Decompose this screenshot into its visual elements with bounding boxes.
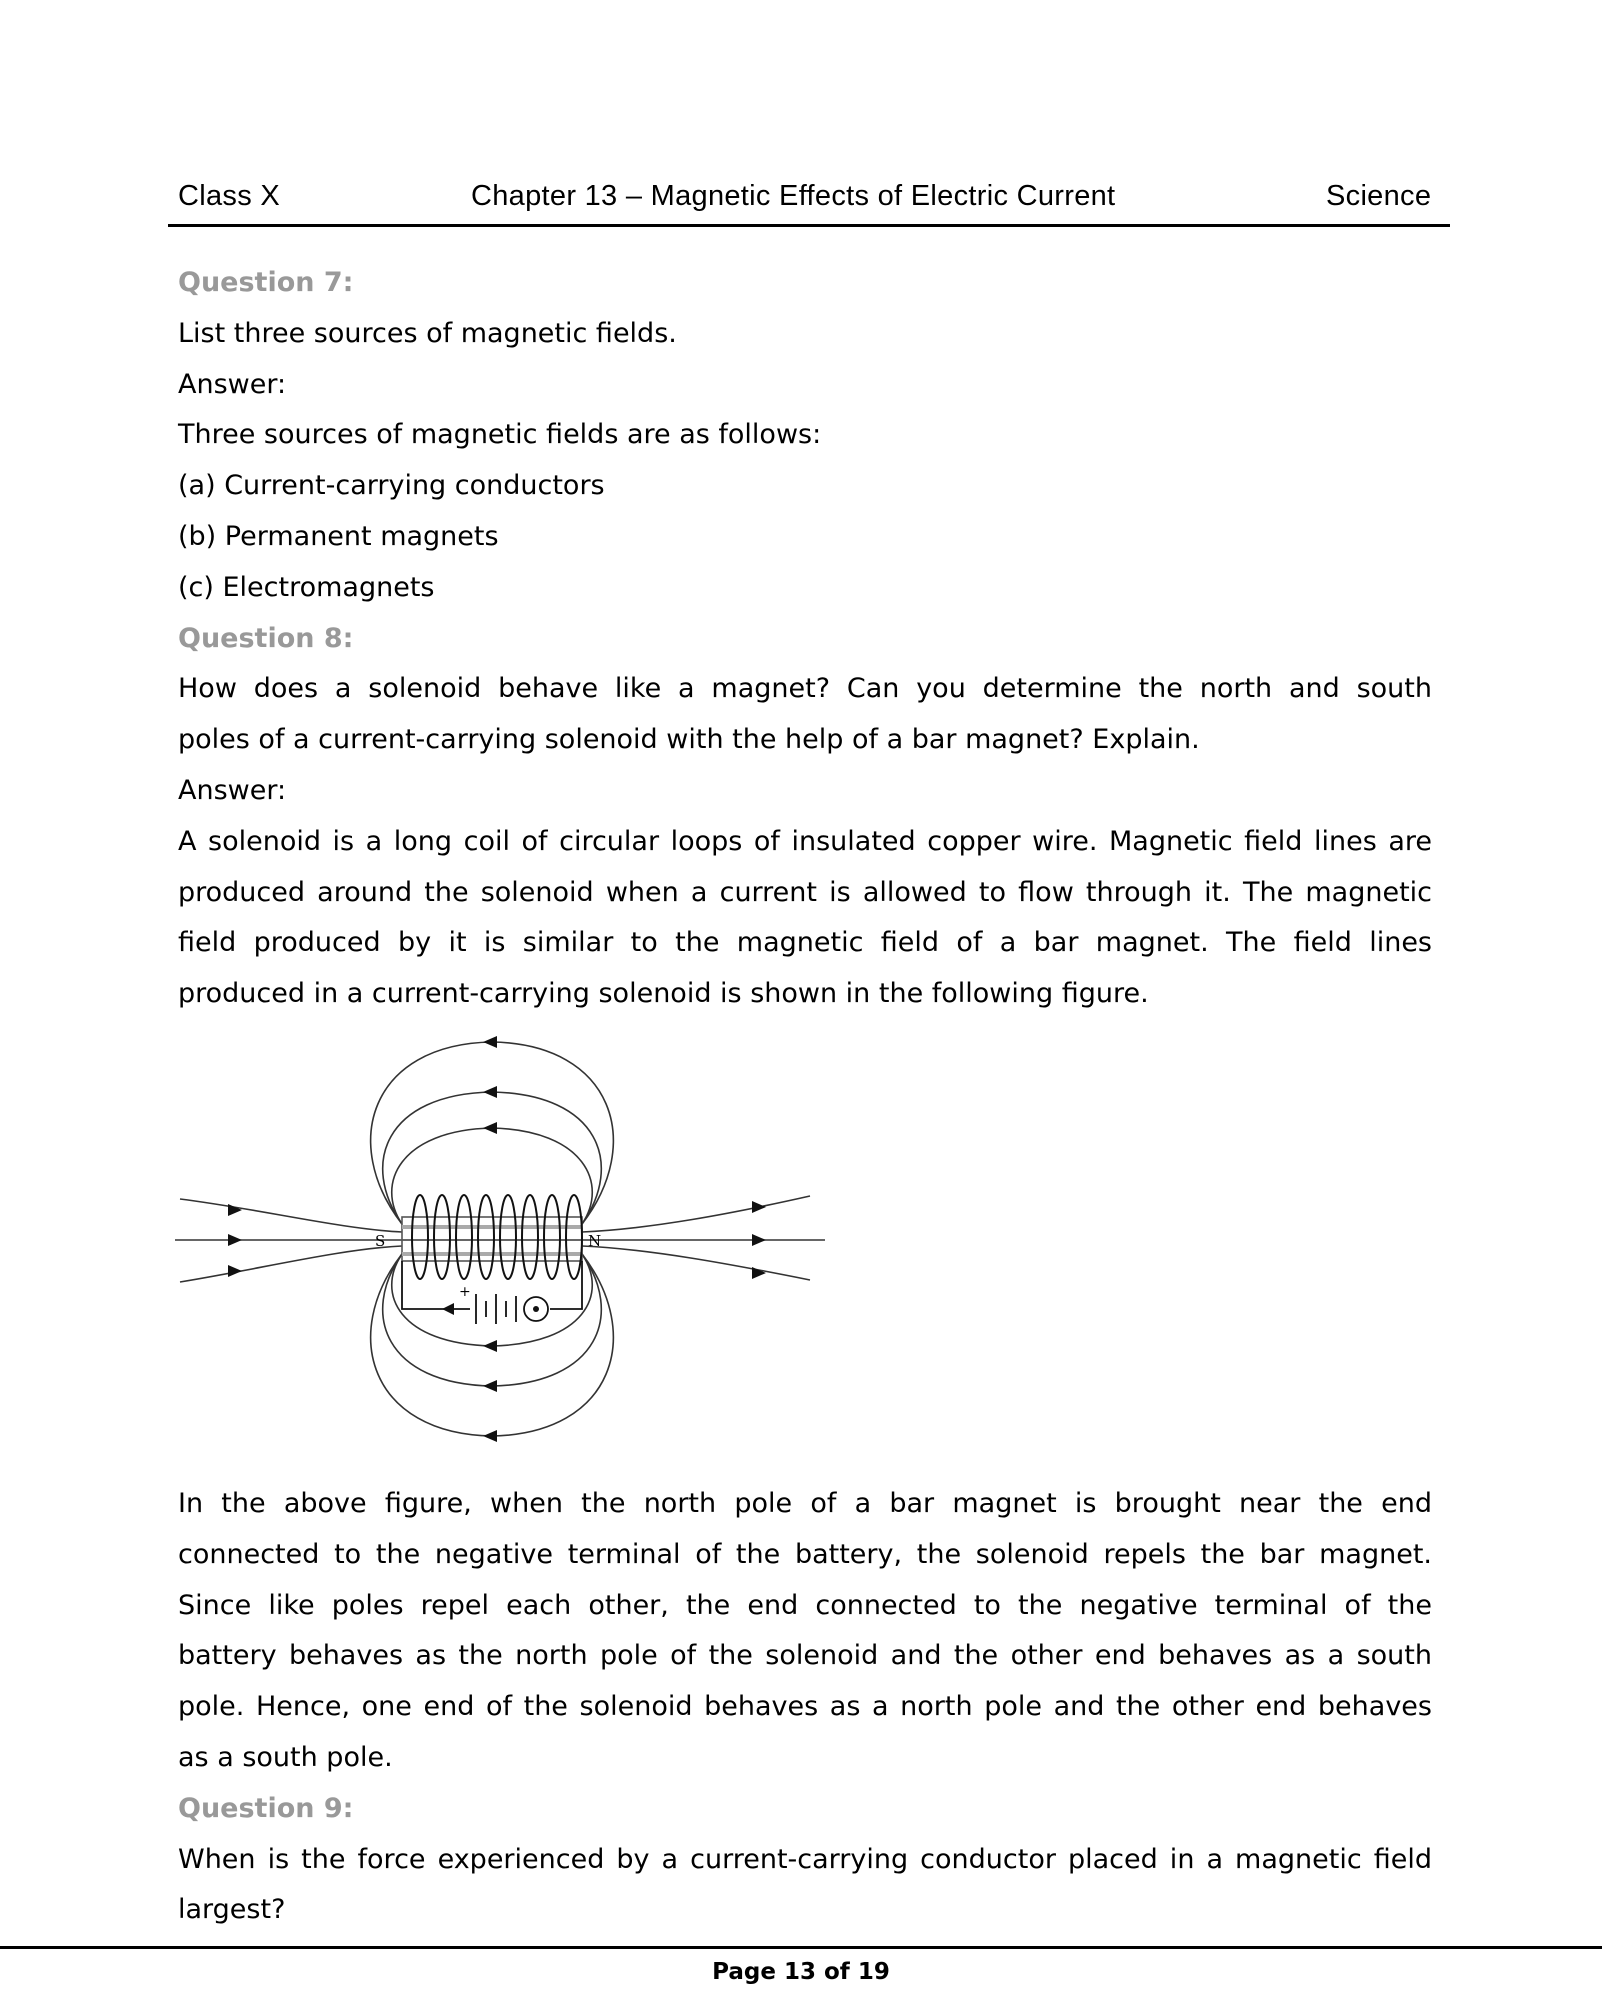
header-class: Class X [178,180,281,212]
list-item: (c) Electromagnets [178,571,435,603]
question-8-line: poles of a current-carrying solenoid with the help of a bar magnet? Explain. [178,724,1200,756]
answer-label: Answer: [178,774,287,806]
answer-intro: Three sources of magnetic fields are as follows: [178,419,822,451]
answer-line: pole. Hence, one end of the solenoid behaves as a north pole and the other end behaves [178,1691,1432,1723]
header-rule [168,224,1450,227]
answer-label: Answer: [178,368,287,400]
question-7-label: Question 7: [178,267,354,298]
question-9-line: largest? [178,1894,286,1926]
list-item: (a) Current-carrying conductors [178,470,605,502]
question-8-label: Question 8: [178,622,354,654]
answer-line: In the above figure, when the north pole of a bar magnet is brought near the end [178,1487,1432,1519]
answer-line: battery behaves as the north pole of the solenoid and the other end behaves as a south [178,1640,1432,1672]
solenoid-field-figure [178,1024,1432,1479]
header-subject: Science [1326,180,1432,212]
answer-line: as a south pole. [178,1741,393,1773]
page-number: Page 13 of 19 [712,1959,890,1985]
list-item: (b) Permanent magnets [178,520,499,552]
footer-rule [0,1946,1602,1949]
question-8-line: How does a solenoid behave like a magnet? Can you determine the north and south [178,673,1432,705]
question-9-line: When is the force experienced by a current-carrying conductor placed in a magnetic field [178,1843,1432,1875]
question-9-label: Question 9: [178,1792,354,1824]
answer-line: produced around the solenoid when a current is allowed to flow through it. The magnetic [178,876,1432,908]
answer-line: field produced by it is similar to the magnetic field of a bar magnet. The field lines [178,927,1432,959]
solenoid-diagram [170,1024,830,1474]
north-pole-label: N [588,1231,602,1250]
answer-line: Since like poles repel each other, the end connected to the negative terminal of the [178,1589,1432,1621]
question-7-text: List three sources of magnetic fields. [178,317,677,349]
south-pole-label: S [375,1231,386,1250]
answer-line: connected to the negative terminal of the battery, the solenoid repels the bar magnet. [178,1538,1432,1570]
header-chapter: Chapter 13 – Magnetic Effects of Electric Current [471,180,1116,212]
plus-label: + [459,1283,471,1300]
page-content [178,258,1432,1936]
answer-line: produced in a current-carrying solenoid is shown in the following figure. [178,978,1149,1010]
answer-line: A solenoid is a long coil of circular loops of insulated copper wire. Magnetic field lines are [178,825,1432,857]
